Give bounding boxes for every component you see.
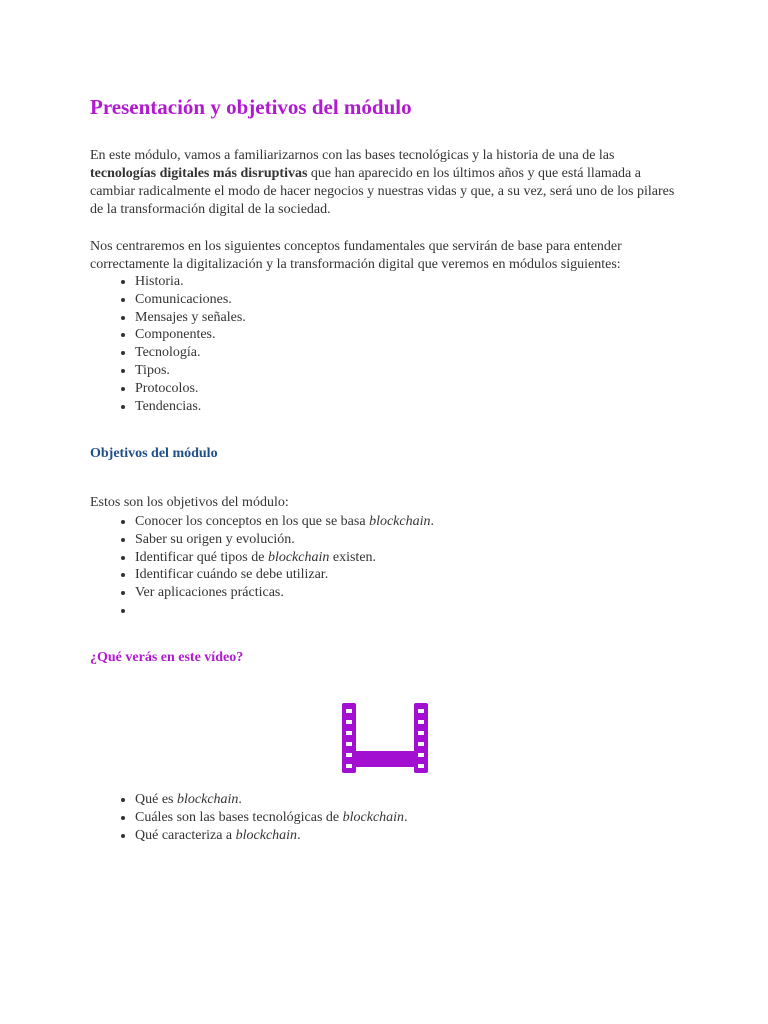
objectives-heading: Objetivos del módulo [90,446,218,461]
concepts-list [90,273,246,415]
film-strip-icon[interactable] [342,703,428,773]
objectives-list [90,513,434,620]
intro-bold-text: tecnologías digitales más disruptivas [90,166,308,181]
intro-paragraph [90,147,680,219]
film-bottom-frame [352,751,418,767]
list-item: • Tipos. [135,362,246,380]
list-item: • Saber su origen y evolución. [135,531,434,549]
list-item: • Tendencias. [135,398,246,416]
list-item: • Conocer los conceptos en los que se basa blockchain. [135,513,434,531]
list-item: • Ver aplicaciones prácticas. [135,584,434,602]
intro-text-before: En este módulo, vamos a familiarizarnos con las bases tecnológicas y la historia de una de las [90,148,615,163]
list-item: • Componentes. [135,326,246,344]
list-item: • Qué es blockchain. [135,791,408,809]
concepts-intro: Nos centraremos en los siguientes conceptos fundamentales que servirán de base para entender correctamente la digitalización y la transformación digital que veremos en módulos siguientes: [90,239,622,272]
list-item: • Historia. [135,273,246,291]
list-item: • Qué caracteriza a blockchain. [135,827,408,845]
film-strip-icon-graphic[interactable] [342,703,428,773]
list-item: • Cuáles son las bases tecnológicas de blockchain. [135,809,408,827]
list-item: • Tecnología. [135,344,246,362]
page-title: Presentación y objetivos del módulo [90,95,412,119]
list-item: • Identificar cuándo se debe utilizar. [135,566,434,584]
list-item: • Comunicaciones. [135,291,246,309]
list-item: • Protocolos. [135,380,246,398]
objectives-intro: Estos son los objetivos del módulo: [90,495,289,510]
video-points-list [90,791,408,844]
list-item [135,602,434,620]
list-item: • Mensajes y señales. [135,309,246,327]
intro-text-after: que han aparecido en los últimos años y que está llamada a cambiar radicalmente el modo de hacer negocios y nuestras vidas y que, a su vez, será uno de los pilares de la transformación digital de la sociedad. [90,166,675,217]
video-heading: ¿Qué verás en este vídeo? [90,650,244,665]
list-item: • Identificar qué tipos de blockchain existen. [135,549,434,567]
